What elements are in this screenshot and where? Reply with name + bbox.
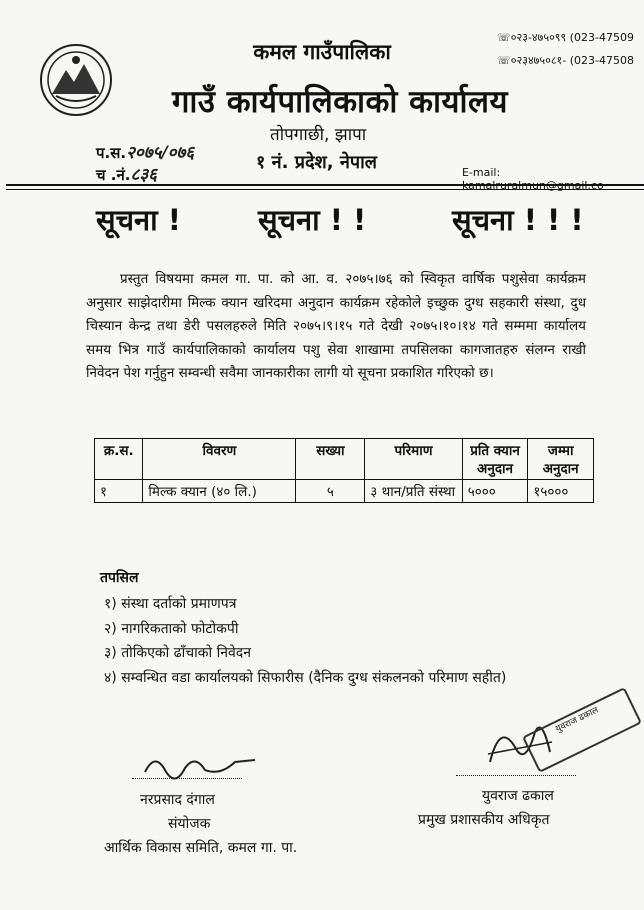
reference-number xyxy=(96,140,194,163)
list-item: १) संस्था दर्ताको प्रमाणपत्र xyxy=(104,596,237,612)
phone-number-2: ☏०२३४७५०८१- (023-47508 xyxy=(497,54,634,67)
official-stamp: युवराज ढकाल xyxy=(522,687,642,773)
reference-value-handwritten: २०७५/०७६ xyxy=(126,143,195,163)
notice-heading-2: सूचना ! ! xyxy=(258,203,367,237)
dispatch-value-handwritten: ८३६ xyxy=(130,165,158,185)
dispatch-number xyxy=(96,162,157,185)
cell-per-can-grant: ५००० xyxy=(462,480,528,503)
right-signatory-role: प्रमुख प्रशासकीय अधिकृत xyxy=(418,812,550,828)
cell-count: ५ xyxy=(296,480,365,503)
annex-heading: तपसिल xyxy=(100,570,139,586)
list-item: ३) तोकिएको ढाँचाको निवेदन xyxy=(104,645,251,661)
header-divider-thin xyxy=(6,189,644,190)
col-header-description: विवरण xyxy=(143,439,296,480)
left-signatory-role: संयोजक xyxy=(168,816,211,832)
cell-description: मिल्क क्यान (४० लि.) xyxy=(143,480,296,503)
email-address: E-mail: kamalruralmun@gmail.co xyxy=(462,166,604,192)
office-title: गाउँ कार्यपालिकाको कार्यालय xyxy=(171,84,509,120)
left-signatory-committee: आर्थिक विकास समिति, कमल गा. पा. xyxy=(104,840,298,856)
list-item: २) नागरिकताको फोटोकपी xyxy=(104,620,239,637)
col-header-per-can-grant: प्रति क्यान अनुदान xyxy=(462,439,528,480)
col-header-quantity: परिमाण xyxy=(365,439,462,480)
list-item: ४) सम्वन्धित वडा कार्यालयको सिफारीस (दैनिक दुग्ध संकलनको परिमाण सहीत) xyxy=(104,669,507,686)
col-header-total-grant: जम्मा अनुदान xyxy=(528,439,594,480)
office-location: तोपगाछी, झापा xyxy=(270,125,367,145)
col-header-serial: क्र.स. xyxy=(95,439,143,480)
left-signature-scribble xyxy=(140,742,260,782)
grant-table xyxy=(94,438,594,503)
table-header-row xyxy=(95,439,594,480)
col-header-count: सख्या xyxy=(296,439,365,480)
left-signature-line xyxy=(132,778,242,779)
cell-total-grant: १५००० xyxy=(528,480,594,503)
cell-quantity: ३ थान/प्रति संस्था xyxy=(365,480,462,503)
municipality-name: कमल गाउँपालिका xyxy=(253,40,391,64)
header-divider xyxy=(6,184,644,186)
cell-serial: १ xyxy=(95,480,143,503)
notice-heading-3: सूचना ! ! ! xyxy=(452,203,584,237)
right-signatory-name: युवराज ढकाल xyxy=(482,788,554,804)
notice-heading-1: सूचना ! xyxy=(96,203,181,237)
table-row xyxy=(95,480,594,503)
notice-body-text: प्रस्तुत विषयमा कमल गा. पा. को आ. व. २०७५।७६ को स्विकृत वार्षिक पशुसेवा कार्यक्रम अनुसार साझेदारीमा मिल्क क्यान खरिदमा अनुदान कार्यक्रम रहेकोले इच्छुक दुग्ध सहकारी संस्था, दुध चिस्यान केन्द्र तथा डेरी पसलहरुले मिति २०७५।९।१५ गते देखी २०७५।१०।१४ गते सम्ममा कार्यालय समय भित्र गाउँ कार्यपालिकाको कार्यालय पशु सेवा शाखामा तपसिलका कागजातहरु संलग्न राखी निवेदन पेश गर्नुहुन सम्वन्धी सवैमा जानकारीका लागी यो सूचना प्रकाशित गरिएको छ। xyxy=(86,271,586,381)
left-signatory-name: नरप्रसाद दंगाल xyxy=(140,792,215,808)
required-documents-list xyxy=(104,592,506,690)
dispatch-label: च .नं. xyxy=(96,166,131,184)
reference-label: प.स. xyxy=(96,144,127,162)
right-signature-line xyxy=(456,775,576,776)
office-province: १ नं. प्रदेश, नेपाल xyxy=(256,152,377,173)
phone-number-1: ☏०२३-४७५०९९ (023-47509 xyxy=(497,31,634,44)
